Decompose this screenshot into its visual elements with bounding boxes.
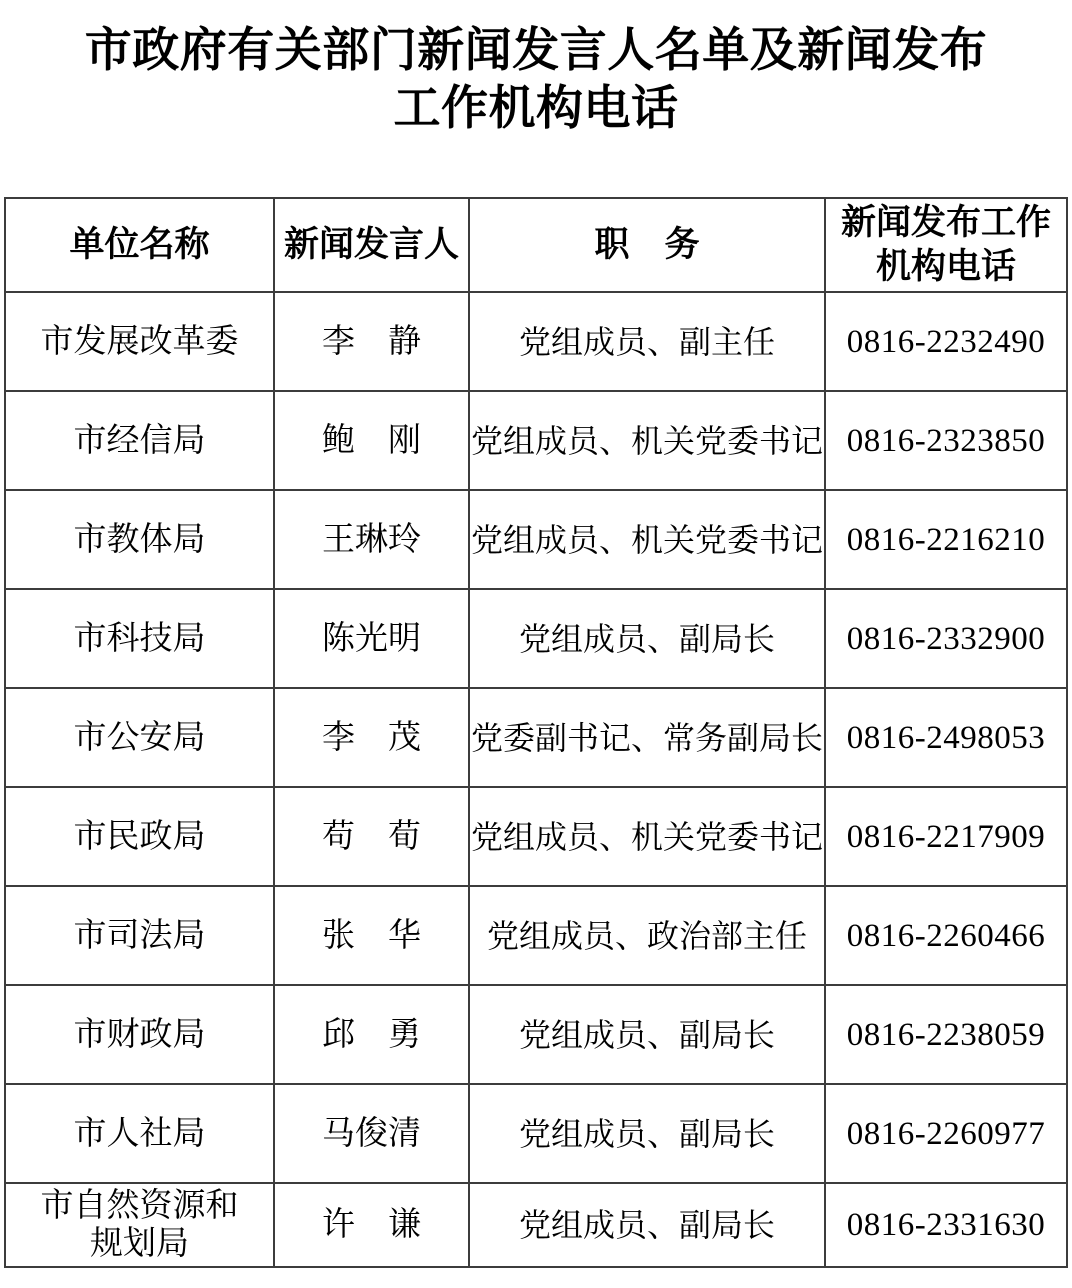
header-unit-name: 单位名称 xyxy=(5,198,274,292)
table-row xyxy=(5,886,1067,985)
position-cell: 党组成员、机关党委书记 xyxy=(469,490,825,589)
unit-name-cell: 市财政局 xyxy=(5,985,274,1084)
spokesperson-name-cell: 王琳玲 xyxy=(274,490,469,589)
table-row xyxy=(5,985,1067,1084)
table-row xyxy=(5,688,1067,787)
spokesperson-name-cell: 陈光明 xyxy=(274,589,469,688)
position-cell: 党组成员、副局长 xyxy=(469,985,825,1084)
unit-name-cell: 市人社局 xyxy=(5,1084,274,1183)
unit-name-cell: 市教体局 xyxy=(5,490,274,589)
unit-name-cell: 市司法局 xyxy=(5,886,274,985)
spokesperson-name-cell: 马俊清 xyxy=(274,1084,469,1183)
page-title xyxy=(0,0,1072,138)
unit-name-cell: 市公安局 xyxy=(5,688,274,787)
phone-number-cell: 0816-2331630 xyxy=(825,1183,1067,1267)
spokesperson-name-cell: 苟 荀 xyxy=(274,787,469,886)
spokesperson-name-cell: 鲍 刚 xyxy=(274,391,469,490)
phone-number-cell: 0816-2498053 xyxy=(825,688,1067,787)
position-cell: 党组成员、副局长 xyxy=(469,1084,825,1183)
table-row xyxy=(5,1084,1067,1183)
unit-name-cell: 市科技局 xyxy=(5,589,274,688)
table-row xyxy=(5,1183,1067,1267)
table-row xyxy=(5,787,1067,886)
phone-number-cell: 0816-2323850 xyxy=(825,391,1067,490)
title-line-2: 工作机构电话 xyxy=(393,83,679,135)
spokesperson-name-cell: 邱 勇 xyxy=(274,985,469,1084)
phone-number-cell: 0816-2260977 xyxy=(825,1084,1067,1183)
phone-number-cell: 0816-2260466 xyxy=(825,886,1067,985)
table-row xyxy=(5,490,1067,589)
phone-number-cell: 0816-2216210 xyxy=(825,490,1067,589)
spokesperson-name-cell: 李 静 xyxy=(274,292,469,391)
table-header-row xyxy=(5,198,1067,292)
table-row xyxy=(5,391,1067,490)
unit-name-cell: 市发展改革委 xyxy=(5,292,274,391)
table-row xyxy=(5,589,1067,688)
spokesperson-name-cell: 李 茂 xyxy=(274,688,469,787)
position-cell: 党组成员、副局长 xyxy=(469,1183,825,1267)
position-cell: 党组成员、副局长 xyxy=(469,589,825,688)
position-cell: 党组成员、机关党委书记 xyxy=(469,391,825,490)
position-cell: 党委副书记、常务副局长 xyxy=(469,688,825,787)
header-phone: 新闻发布工作机构电话 xyxy=(825,198,1067,292)
unit-name-cell: 市民政局 xyxy=(5,787,274,886)
phone-number-cell: 0816-2238059 xyxy=(825,985,1067,1084)
spokesperson-table xyxy=(4,197,1068,1268)
phone-number-cell: 0816-2217909 xyxy=(825,787,1067,886)
spokesperson-name-cell: 张 华 xyxy=(274,886,469,985)
position-cell: 党组成员、政治部主任 xyxy=(469,886,825,985)
title-line-1: 市政府有关部门新闻发言人名单及新闻发布 xyxy=(84,25,988,77)
header-spokesperson: 新闻发言人 xyxy=(274,198,469,292)
spokesperson-name-cell: 许 谦 xyxy=(274,1183,469,1267)
header-position: 职 务 xyxy=(469,198,825,292)
unit-name-cell: 市自然资源和规划局 xyxy=(5,1183,274,1267)
phone-number-cell: 0816-2232490 xyxy=(825,292,1067,391)
phone-number-cell: 0816-2332900 xyxy=(825,589,1067,688)
table-row xyxy=(5,292,1067,391)
position-cell: 党组成员、副主任 xyxy=(469,292,825,391)
unit-name-cell: 市经信局 xyxy=(5,391,274,490)
position-cell: 党组成员、机关党委书记 xyxy=(469,787,825,886)
